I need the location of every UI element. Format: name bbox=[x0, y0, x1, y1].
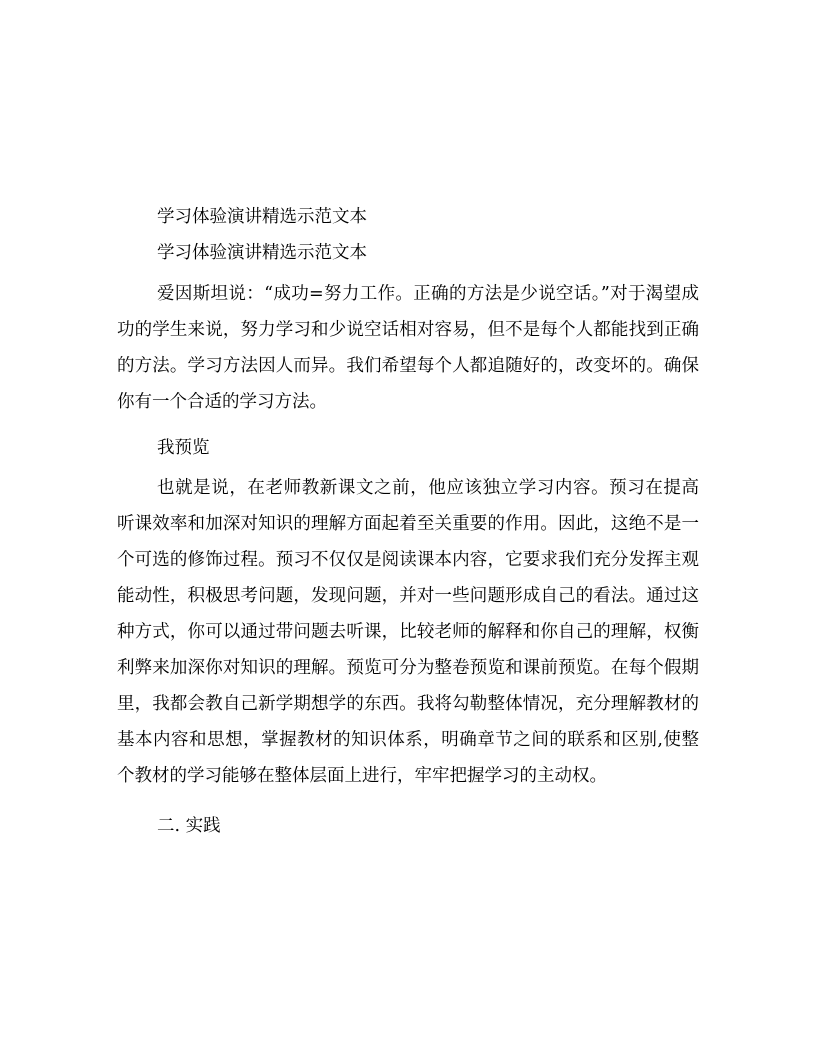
document-subtitle: 学习体验演讲精选示范文本 bbox=[157, 243, 367, 263]
document-title: 学习体验演讲精选示范文本 bbox=[157, 207, 367, 227]
preview-paragraph: 也就是说，在老师教新课文之前，他应该独立学习内容。预习在提高听课效率和加深对知识的理解方面起着至关重要的作用。因此，这绝不是一个可选的修饰过程。预习不仅仅是阅读课本内容，它要求我们充分发挥主观能动性，积极思考问题，发现问题，并对一些问题形成自己的看法。通过这种方式，你可以通过带问题去听课，比较老师的解释和你自己的理解，权衡利弊来加深你对知识的理解。预览可分为整卷预览和课前预览。在每个假期里，我都会教自己新学期想学的东西。我将勾勒整体情况，充分理解教材的基本内容和思想，掌握教材的知识体系，明确章节之间的联系和区别,使整个教材的学习能够在整体层面上进行，牢牢把握学习的主动权。 bbox=[117, 478, 699, 786]
section-heading-practice: 二. 实践 bbox=[157, 816, 221, 836]
document-content bbox=[117, 200, 699, 848]
section-heading-preview: 我预览 bbox=[157, 438, 210, 458]
intro-paragraph: 爱因斯坦说：“成功=努力工作。正确的方法是少说空话。”对于渴望成功的学生来说，努力学习和少说空话相对容易，但不是每个人都能找到正确的方法。学习方法因人而异。我们希望每个人都追随好的，改变坏的。确保你有一个合适的学习方法。 bbox=[117, 284, 699, 412]
